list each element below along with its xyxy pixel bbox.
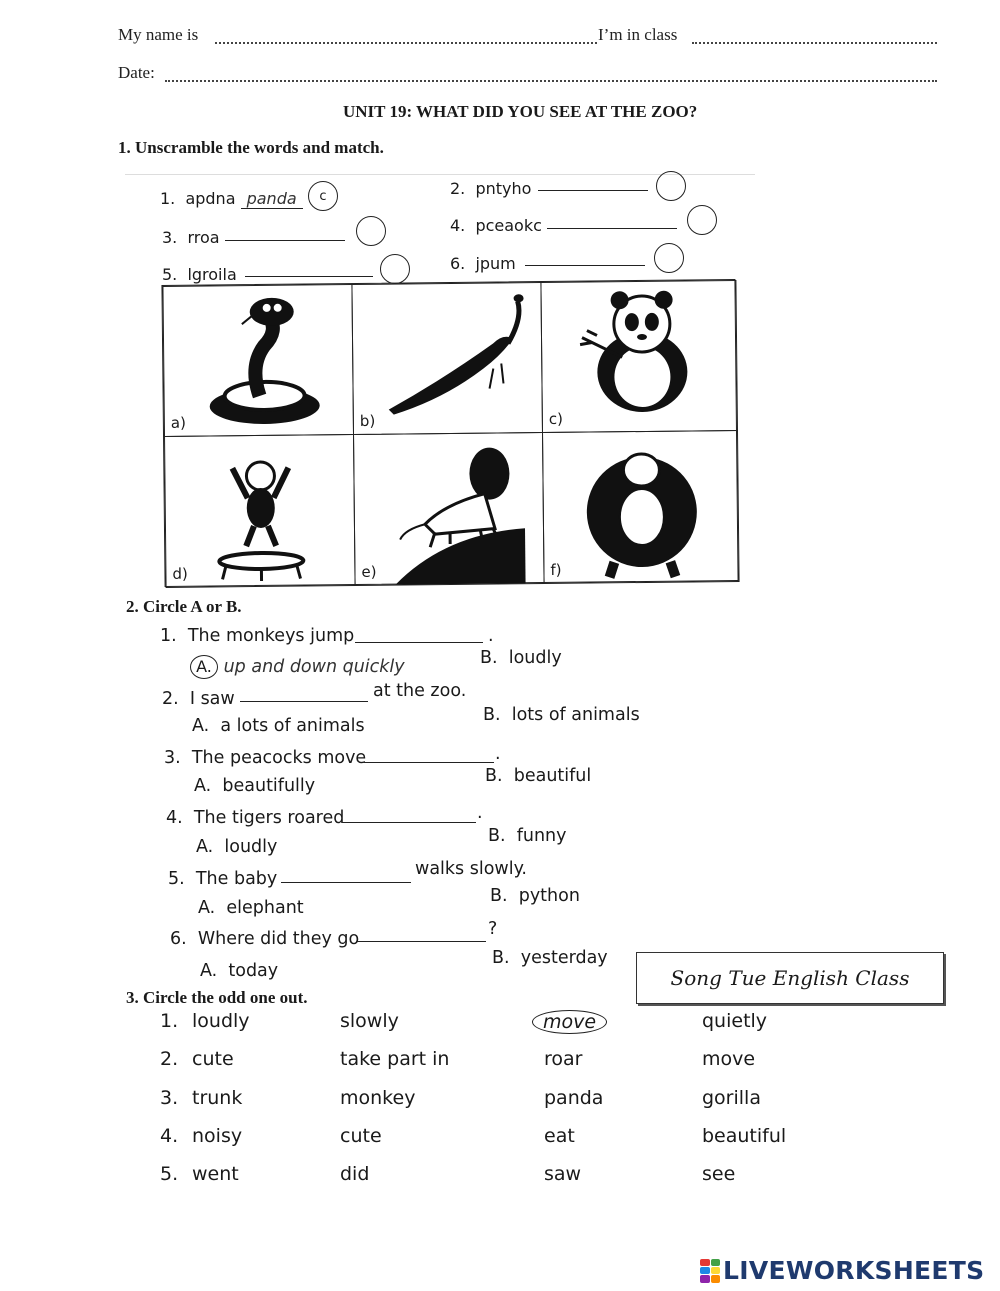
- picture-cell-peacock: [351, 282, 543, 435]
- blank-1[interactable]: [355, 642, 483, 643]
- liveworksheets-text: LIVEWORKSHEETS: [723, 1256, 985, 1285]
- picture-cell-snake: [162, 284, 354, 437]
- odd-word-circled[interactable]: move: [532, 1010, 607, 1034]
- question-1: 1. The monkeys jump: [160, 626, 355, 646]
- answer-field-1[interactable]: panda: [241, 189, 303, 209]
- class-input-line[interactable]: [692, 42, 937, 44]
- name-input-line[interactable]: [215, 42, 597, 44]
- question-2-end: at the zoo.: [373, 681, 467, 701]
- option-2b[interactable]: B. lots of animals: [483, 705, 640, 725]
- liveworksheets-logo[interactable]: [700, 1256, 984, 1285]
- question-3: 3. The peacocks move: [164, 748, 367, 768]
- match-circle-4[interactable]: [687, 205, 717, 235]
- circled-answer: A.: [190, 655, 218, 679]
- lion-icon: [354, 433, 546, 587]
- picture-cell-lion: [353, 432, 545, 586]
- section1-heading: 1. Unscramble the words and match.: [118, 138, 384, 157]
- odd-word[interactable]: saw: [544, 1163, 582, 1185]
- question-4-end: .: [477, 803, 483, 823]
- page-title: UNIT 19: WHAT DID YOU SEE AT THE ZOO?: [343, 102, 698, 121]
- odd-word[interactable]: see: [702, 1163, 736, 1185]
- odd-word[interactable]: went: [192, 1163, 239, 1185]
- odd-word[interactable]: slowly: [340, 1010, 399, 1032]
- unscramble-item-4: 4. pceaokc: [450, 216, 542, 235]
- section2-heading: 2. Circle A or B.: [126, 597, 242, 616]
- question-5: 5. The baby: [168, 869, 278, 889]
- odd-word[interactable]: cute: [192, 1048, 234, 1070]
- question-6-end: ?: [488, 919, 498, 939]
- question-4: 4. The tigers roared: [166, 808, 345, 828]
- option-5a[interactable]: A. elephant: [198, 898, 304, 918]
- odd-word[interactable]: cute: [340, 1125, 382, 1147]
- odd-word[interactable]: gorilla: [702, 1087, 761, 1109]
- name-label: My name is: [118, 25, 199, 44]
- blank-6[interactable]: [356, 941, 486, 942]
- class-logo: Song Tue English Class: [636, 952, 944, 1004]
- picture-cell-panda: [540, 280, 738, 433]
- option-6b[interactable]: B. yesterday: [492, 948, 608, 968]
- odd-word[interactable]: move: [702, 1048, 756, 1070]
- option-4a[interactable]: A. loudly: [196, 837, 278, 857]
- odd-word[interactable]: noisy: [192, 1125, 243, 1147]
- question-5-end: walks slowly.: [415, 859, 527, 879]
- odd-word[interactable]: roar: [544, 1048, 583, 1070]
- odd-word[interactable]: monkey: [340, 1087, 416, 1109]
- blank-5[interactable]: [281, 882, 411, 883]
- picture-grid: [161, 279, 738, 587]
- answer-field-4[interactable]: [547, 228, 677, 229]
- answer-field-3[interactable]: [225, 240, 345, 241]
- picture-cell-monkey: [164, 434, 356, 588]
- gorilla-icon: [543, 431, 741, 585]
- peacock-icon: [352, 283, 544, 436]
- answer-field-5[interactable]: [245, 276, 373, 277]
- question-1-end: .: [488, 626, 494, 646]
- answer-field-6[interactable]: [525, 265, 645, 266]
- odd-word[interactable]: did: [340, 1163, 370, 1185]
- question-2: 2. I saw: [162, 689, 235, 709]
- unscramble-item-6: 6. jpum: [450, 254, 516, 273]
- date-input-line[interactable]: [165, 80, 937, 82]
- match-circle-5[interactable]: [380, 254, 410, 284]
- snake-icon: [163, 285, 355, 438]
- unscramble-item-1: 1. apdna panda: [160, 189, 303, 208]
- unscramble-item-5: 5. lgroila: [162, 265, 237, 284]
- unscramble-item-3: 3. rroa: [162, 228, 220, 247]
- odd-word[interactable]: eat: [544, 1125, 575, 1147]
- answer-field-2[interactable]: [538, 190, 648, 191]
- section3-heading: 3. Circle the odd one out.: [126, 988, 308, 1007]
- picture-label-c: c): [548, 409, 564, 428]
- match-circle-3[interactable]: [356, 216, 386, 246]
- option-2a[interactable]: A. a lots of animals: [192, 716, 365, 736]
- odd-word[interactable]: beautiful: [702, 1125, 787, 1147]
- unscramble-item-2: 2. pntyho: [450, 179, 532, 198]
- picture-label-d: d): [172, 564, 188, 583]
- blank-2[interactable]: [240, 701, 368, 702]
- match-circle-1[interactable]: c: [308, 181, 338, 211]
- class-label: I’m in class: [598, 25, 678, 44]
- picture-label-e: e): [361, 562, 377, 581]
- picture-label-a: a): [170, 413, 187, 432]
- liveworksheets-icon: [700, 1259, 720, 1283]
- odd-word[interactable]: loudly: [192, 1010, 250, 1032]
- odd-word[interactable]: take part in: [340, 1048, 450, 1070]
- blank-3[interactable]: [364, 762, 494, 763]
- odd-word[interactable]: quietly: [702, 1010, 768, 1032]
- option-4b[interactable]: B. funny: [488, 826, 567, 846]
- match-circle-2[interactable]: [656, 171, 686, 201]
- option-3b[interactable]: B. beautiful: [485, 766, 592, 786]
- picture-cell-gorilla: [542, 430, 740, 584]
- date-label: Date:: [118, 63, 155, 82]
- option-5b[interactable]: B. python: [490, 886, 580, 906]
- picture-label-f: f): [550, 560, 562, 579]
- odd-word[interactable]: trunk: [192, 1087, 243, 1109]
- monkey-icon: [165, 435, 357, 589]
- option-1b[interactable]: B. loudly: [480, 648, 562, 668]
- picture-label-b: b): [359, 411, 376, 430]
- question-6: 6. Where did they go: [170, 929, 360, 949]
- blank-4[interactable]: [342, 822, 476, 823]
- panda-icon: [541, 281, 739, 434]
- option-6a[interactable]: A. today: [200, 961, 279, 981]
- option-1a[interactable]: A. up and down quickly: [190, 655, 405, 679]
- option-3a[interactable]: A. beautifully: [194, 776, 316, 796]
- question-3-end: .: [495, 744, 501, 764]
- odd-word[interactable]: panda: [544, 1087, 604, 1109]
- match-circle-6[interactable]: [654, 243, 684, 273]
